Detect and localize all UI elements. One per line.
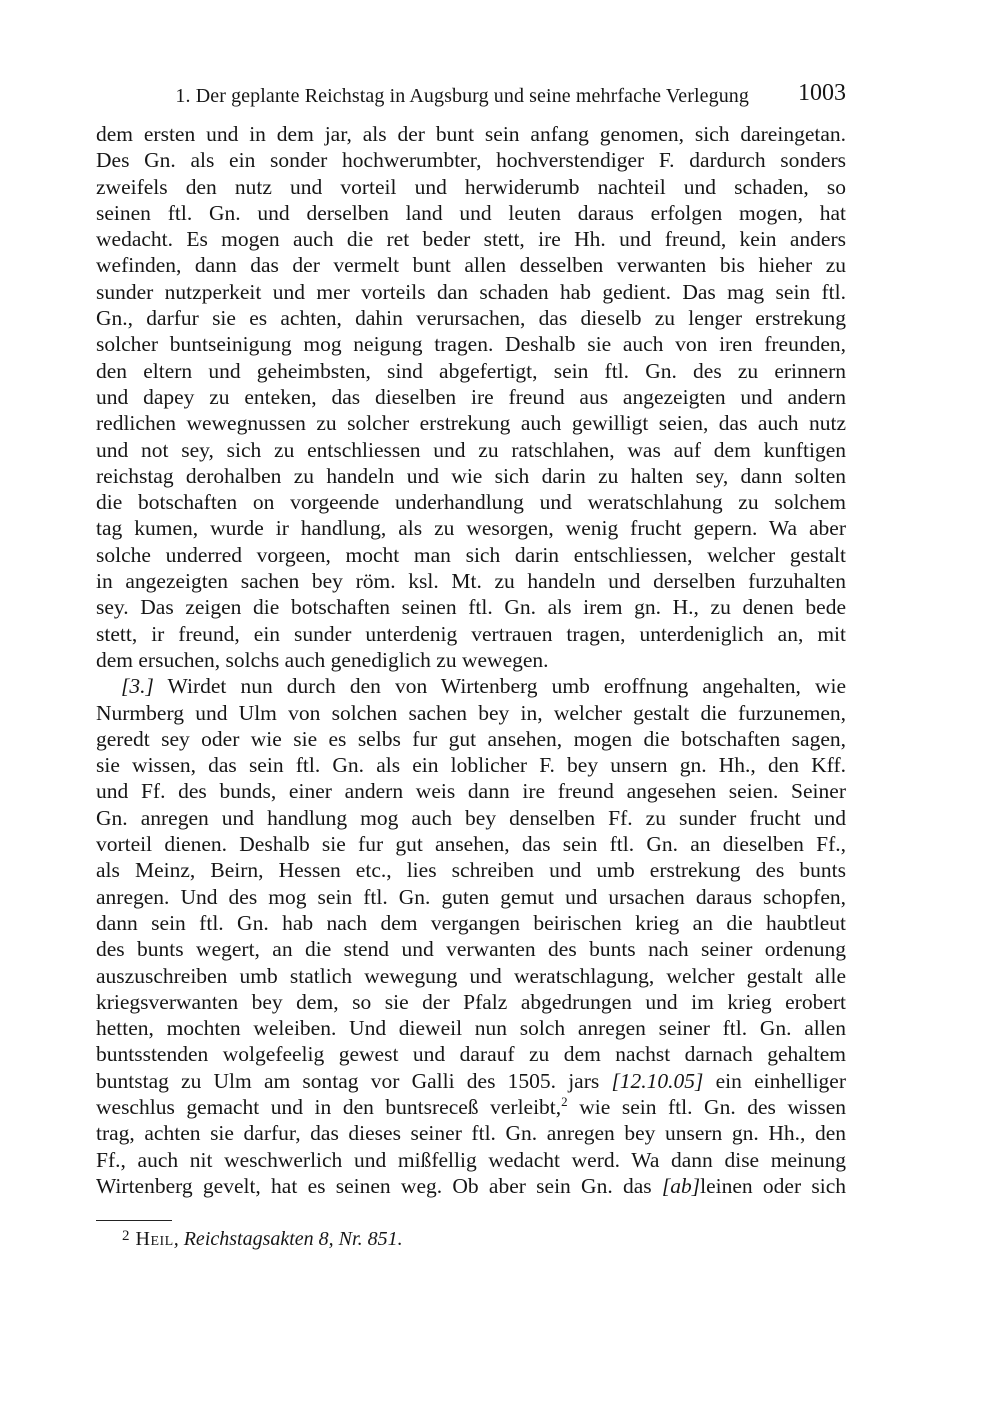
line-text: weschlus gemacht und in den buntsreceß verleibt, <box>96 1094 562 1119</box>
footnote-reference: 2 <box>561 1093 568 1109</box>
text-line: wefinden, dann das der vermelt bunt allen desselben verwanten bis hieher zu <box>96 253 846 278</box>
text-line: sey. Das zeigen die botschaften seinen ftl. Gn. als irem gn. H., zu denen bede <box>96 595 846 620</box>
text-line: auszuschreiben umb statlich wewegung und weratschlagung, welcher gestalt alle <box>96 963 846 988</box>
text-line <box>96 1094 846 1120</box>
text-line: geredt sey oder wie sie es selbs fur gut ansehen, mogen die botschaften sagen, <box>96 726 846 751</box>
text-line: solcher buntseinigung mog neigung tragen. Deshalb sie auch von iren freunden, <box>96 332 846 357</box>
text-line: redlichen wewegnussen zu solcher erstrekung auch gewilligt seien, das auch nutz <box>96 411 846 436</box>
text-line: vorteil dienen. Deshalb sie fur gut ansehen, das sein ftl. Gn. an dieselben Ff., <box>96 832 846 857</box>
footnote-number: 2 <box>122 1228 130 1244</box>
footnote-author: Heil <box>135 1228 174 1250</box>
text-line: solche underred vorgeen, mocht man sich darin entschliessen, welcher gestalt <box>96 542 846 567</box>
footnote-source: , Reichstagsakten 8, Nr. 851. <box>173 1228 403 1250</box>
line-text: leinen oder sich <box>700 1173 846 1198</box>
text-line: die botschaften on vorgeende underhandlung und weratschlahung zu solchem <box>96 490 846 515</box>
text-line <box>96 1173 846 1199</box>
paragraph-marker: [3.] <box>121 674 154 699</box>
text-line: trag, achten sie darfur, das dieses seiner ftl. Gn. anregen bey unsern gn. Hh., den <box>96 1121 846 1146</box>
line-text: wie sein ftl. Gn. des wissen <box>567 1094 846 1119</box>
line-text: Wirtenberg gevelt, hat es seinen weg. Ob aber sein Gn. das <box>96 1173 662 1198</box>
running-title: 1. Der geplante Reichstag in Augsburg und seine mehrfache Verlegung <box>175 85 749 107</box>
text-line <box>96 1068 846 1094</box>
editorial-emendation: [ab] <box>661 1173 701 1198</box>
text-line: und dapey zu enteken, das dieselben ire freund aus angezeigten und andern <box>96 384 846 409</box>
text-line: Ff., auch nit weschwerlich und mißfellig wedacht werd. Wa dann dise meinung <box>96 1147 846 1172</box>
text-line: tag kumen, wurde ir handlung, als zu wesorgen, wenig frucht gepern. Wa aber <box>96 516 846 541</box>
text-line: des bunts wegert, an die stend und verwanten des bunts nach seiner ordenung <box>96 937 846 962</box>
text-line: anregen. Und des mog sein ftl. Gn. guten gemut und ursachen daraus schopfen, <box>96 884 846 909</box>
text-line: buntsstenden wolgefeelig gewest und darauf zu dem nachst darnach gehaltem <box>96 1042 846 1067</box>
body-text <box>96 121 846 1199</box>
text-line: hetten, mochten weleiben. Und dieweil nun solch anregen seiner ftl. Gn. allen <box>96 1016 846 1041</box>
text-line: reichstag derohalben zu handeln und wie sich darin zu halten sey, dann solten <box>96 463 846 488</box>
text-line: Gn. anregen und handlung mog auch bey denselben Ff. zu sunder frucht und <box>96 805 846 830</box>
text-line: Des Gn. als ein sonder hochwerumbter, hochverstendiger F. dardurch sonders <box>96 148 846 173</box>
date-annotation: [12.10.05] <box>611 1068 704 1093</box>
line-text: ein einhelliger <box>703 1068 847 1093</box>
text-line: den eltern und geheimbsten, sind abgefertigt, sein ftl. Gn. des zu erinnern <box>96 358 846 383</box>
text-line: dann sein ftl. Gn. hab nach dem vergangen beirischen krieg an die haubtleut <box>96 910 846 935</box>
footnote-rule <box>96 1220 172 1221</box>
text-line: sie wissen, das sein ftl. Gn. als ein loblicher F. bey unsern gn. Hh., den Kff. <box>96 753 846 778</box>
line-text: buntstag zu Ulm am sontag vor Galli des 1505. jars <box>96 1068 612 1093</box>
text-line: in angezeigten sachen bey röm. ksl. Mt. zu handeln und derselben furzuhalten <box>96 569 846 594</box>
text-line: und Ff. des bunds, einer andern weis dann ire freund angesehen seien. Seiner <box>96 779 846 804</box>
footnote <box>122 1228 403 1251</box>
text-line: kriegsverwanten bey dem, so sie der Pfalz abgedrungen und im krieg erobert <box>96 989 846 1014</box>
text-line: als Meinz, Beirn, Hessen etc., lies schreiben und umb erstrekung des bunts <box>96 858 846 883</box>
text-line: stett, ir freund, ein sunder unterdenig vertrauen tragen, unterdeniglich an, mit <box>96 621 846 646</box>
running-head <box>96 80 846 110</box>
page-number: 1003 <box>798 80 846 106</box>
text-line: Gn., darfur sie es achten, dahin verursachen, das dieselb zu lenger erstrekung <box>96 306 846 331</box>
text-line: dem ersuchen, solchs auch genediglich zu wewegen. <box>96 647 549 672</box>
text-line: dem ersten und in dem jar, als der bunt sein anfang genomen, sich dareingetan. <box>96 122 846 146</box>
text-line <box>96 673 846 699</box>
text-line: seinen ftl. Gn. und derselben land und leuten daraus erfolgen mogen, hat <box>96 200 846 225</box>
text-line: wedacht. Es mogen auch die ret beder stett, ire Hh. und freund, kein anders <box>96 227 846 252</box>
text-line: und not sey, sich zu entschliessen und zu ratschlahen, was auf dem kunftigen <box>96 437 846 462</box>
text-line: Nurmberg und Ulm von solchen sachen bey in, welcher gestalt die furzunemen, <box>96 700 846 725</box>
paragraph-text: Wirdet nun durch den von Wirtenberg umb eroffnung angehalten, wie <box>153 674 846 699</box>
text-line: zweifels den nutz und vorteil und herwiderumb nachteil und schaden, so <box>96 174 846 199</box>
text-line: sunder nutzperkeit und mer vorteils dan schaden hab gedient. Das mag sein ftl. <box>96 279 846 304</box>
